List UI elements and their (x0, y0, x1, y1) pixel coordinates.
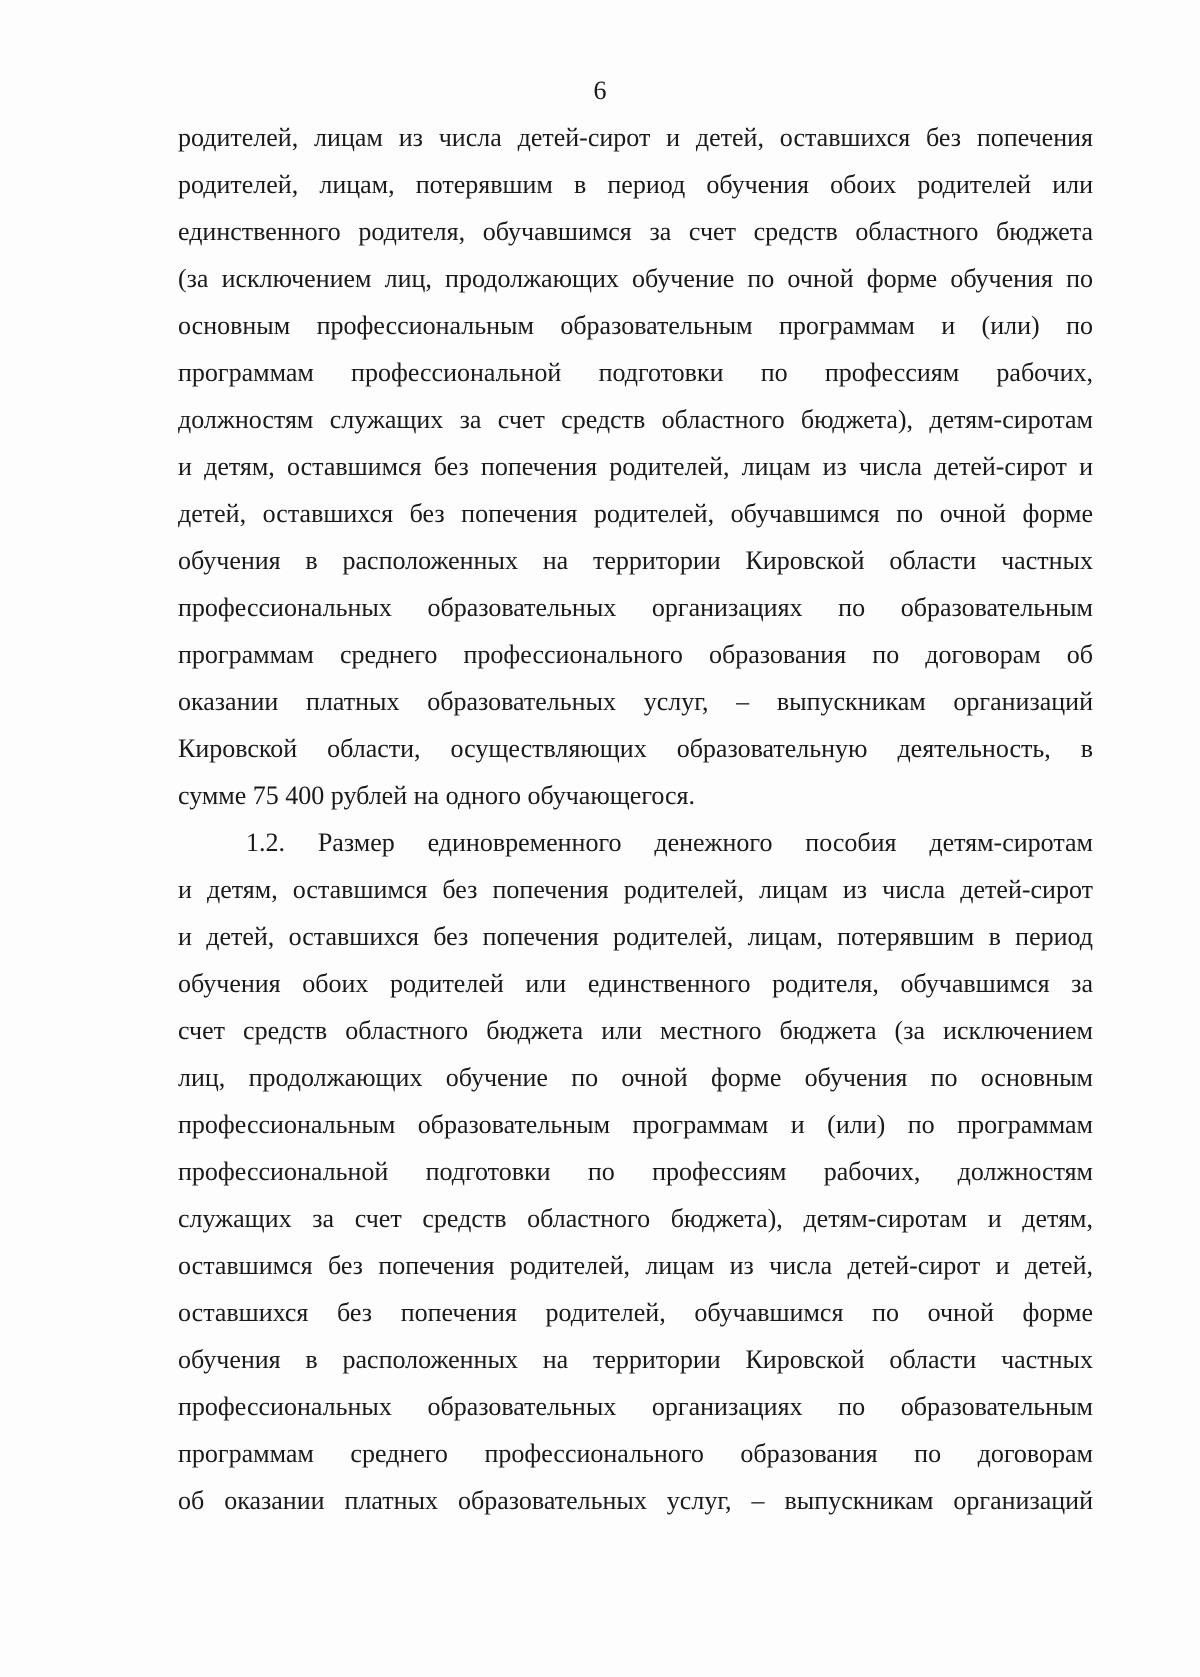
text-line: должностям служащих за счет средств областного бюджета), детям-сиротам (178, 405, 1093, 434)
text-line: профессиональных образовательных организациях по образовательным (178, 593, 1093, 622)
text-line: и детям, оставшимся без попечения родителей, лицам из числа детей-сирот и (178, 452, 1093, 481)
text-line: 1.2. Размер единовременного денежного пособия детям-сиротам (246, 828, 1093, 857)
text-line: родителей, лицам, потерявшим в период обучения обоих родителей или (178, 170, 1093, 199)
text-line: профессиональной подготовки по профессиям рабочих, должностям (178, 1157, 1093, 1186)
text-line: обучения в расположенных на территории Кировской области частных (178, 546, 1093, 575)
body-text (178, 114, 1093, 1524)
text-line: программам среднего профессионального образования по договорам (178, 1439, 1093, 1468)
text-line: программам среднего профессионального образования по договорам об (178, 640, 1093, 669)
text-line: счет средств областного бюджета или местного бюджета (за исключением (178, 1016, 1093, 1045)
text-line: основным профессиональным образовательным программам и (или) по (178, 311, 1093, 340)
text-line: оставшихся без попечения родителей, обучавшимся по очной форме (178, 1298, 1093, 1327)
text-line: и детей, оставшихся без попечения родителей, лицам, потерявшим в период (178, 922, 1093, 951)
text-line: программам профессиональной подготовки по профессиям рабочих, (178, 358, 1093, 387)
text-line: служащих за счет средств областного бюджета), детям-сиротам и детям, (178, 1204, 1093, 1233)
text-line: оставшимся без попечения родителей, лицам из числа детей-сирот и детей, (178, 1251, 1093, 1280)
text-line: профессиональных образовательных организациях по образовательным (178, 1392, 1093, 1421)
text-line: детей, оставшихся без попечения родителей, обучавшимся по очной форме (178, 499, 1093, 528)
text-line: и детям, оставшимся без попечения родителей, лицам из числа детей-сирот (178, 875, 1093, 904)
text-line: обучения в расположенных на территории Кировской области частных (178, 1345, 1093, 1374)
text-line: обучения обоих родителей или единственного родителя, обучавшимся за (178, 969, 1093, 998)
text-line: оказании платных образовательных услуг, – выпускникам организаций (178, 687, 1093, 716)
text-line: Кировской области, осуществляющих образовательную деятельность, в (178, 734, 1093, 763)
text-line: профессиональным образовательным программам и (или) по программам (178, 1110, 1093, 1139)
text-line: (за исключением лиц, продолжающих обучение по очной форме обучения по (178, 264, 1093, 293)
text-line: родителей, лицам из числа детей-сирот и детей, оставшихся без попечения (178, 123, 1093, 152)
text-line: об оказании платных образовательных услуг, – выпускникам организаций (178, 1486, 1093, 1515)
page-number: 6 (593, 76, 607, 105)
text-line: сумме 75 400 рублей на одного обучающегося. (178, 781, 695, 810)
text-line: лиц, продолжающих обучение по очной форме обучения по основным (178, 1063, 1093, 1092)
text-line: единственного родителя, обучавшимся за счет средств областного бюджета (178, 217, 1093, 246)
